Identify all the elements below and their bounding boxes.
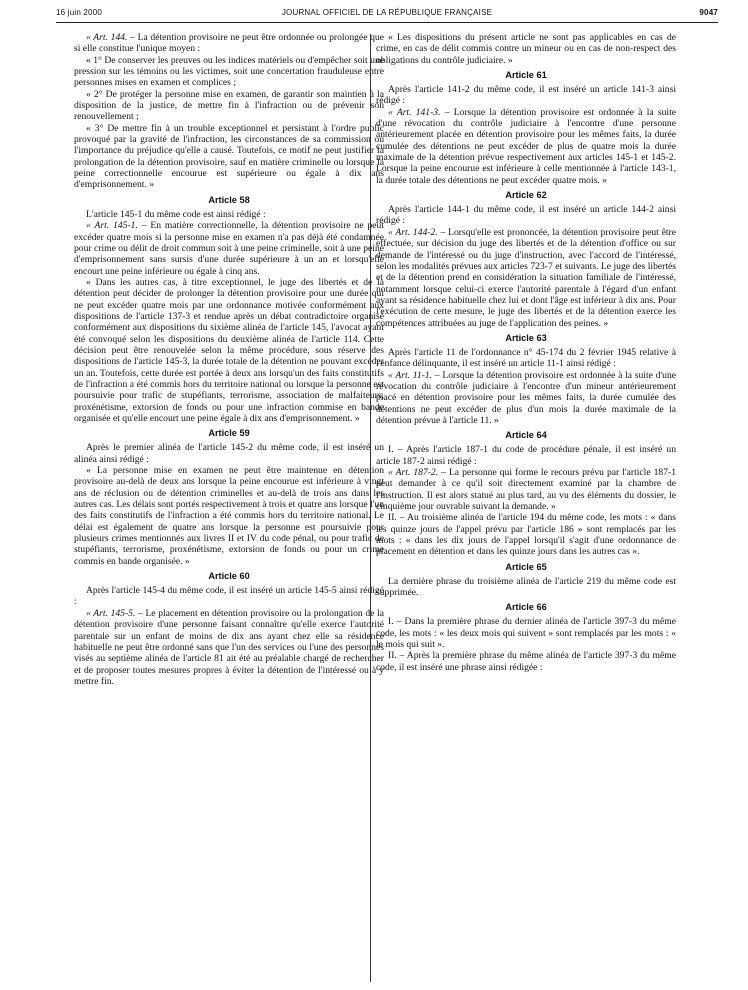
paragraph: « 1° De conserver les preuves ou les indices matériels ou d'empêcher soit une pression sur les témoins ou les victimes, soit une concertation frauduleuse entre personnes mises en examen et complices ;: [74, 54, 384, 89]
article-heading: Article 60: [208, 571, 250, 582]
header-page-number: 9047: [699, 8, 718, 17]
paragraph: I. – Dans la première phrase du dernier alinéa de l'article 397-3 du même code, les mots : « les deux mois qui suivent » sont remplacés par les mots : « le mois qui suit ».: [376, 616, 676, 651]
article-reference: « Art. 144-2.: [388, 226, 438, 238]
paragraph-text: – Lorsqu'elle est prononcée, la détention provisoire peut être effectuée, sur décision du juge des libertés et de la détention d'office ou sur demande de l'intéressé ou du juge d'instruction, avec l'accord de l'intéressé, selon les modalités prévues aux articles 723-7 et suivants. Le juge des libertés et de la détention prend en considération la situation familiale de l'intéressé, notamment lorsque celui-ci exerce l'autorité parentale à l'égard d'un enfant ayant sa résidence habituelle chez lui et dont l'âge est inférieur à dix ans. Pour l'exécution de cette mesure, le juge des libertés et de la détention exerce les compétences attribuées au juge de l'application des peines. »: [376, 226, 677, 329]
paragraph: [74, 220, 384, 277]
article-reference: « Art. 141-3.: [388, 106, 441, 118]
paragraph: « Les dispositions du présent article ne sont pas applicables en cas de crime, en cas de délit commis contre un mineur ou en cas de non-respect des obligations du contrôle judiciaire. »: [376, 32, 676, 66]
article-heading: Article 66: [505, 602, 547, 613]
paragraph: « Dans les autres cas, à titre exceptionnel, le juge des libertés et de la détention peut décider de prolonger la détention provisoire pour une durée qui ne peut excéder quatre mois par une ordonnance motivée conformément aux dispositions de l'article 137-3 et rendue après un débat contradictoire organisé conformément aux dispositions du sixième alinéa de l'article 145, l'avocat ayant été convoqué selon les dispositions du deuxième alinéa de l'article 114. Cette décision peut être renouvelée selon la même procédure, sous réserve des dispositions de l'article 145-3, la durée totale de la détention ne pouvant excéder un an. Toutefois, cette durée est portée à deux ans lorsqu'un des faits constitutifs de l'infraction a été commis hors du territoire national ou lorsque la personne est poursuivie pour trafic de stupéfiants, terrorisme, association de malfaiteurs, proxénétisme, extorsion de fonds ou pour une infraction commise en bande organisée et qu'elle encourt une peine égale à dix ans d'emprisonnement. »: [74, 276, 384, 424]
header-title: JOURNAL OFFICIEL DE LA RÉPUBLIQUE FRANÇAISE: [281, 8, 493, 17]
article-reference: « Art. 145-1.: [86, 220, 138, 232]
paragraph: Après l'article 144-1 du même code, il est inséré un article 144-2 ainsi rédigé :: [376, 204, 676, 227]
article-heading: Article 59: [208, 428, 250, 439]
paragraph: Après l'article 145-4 du même code, il est inséré un article 145-5 ainsi rédigé :: [74, 585, 384, 608]
paragraph: Après l'article 11 de l'ordonnance n° 45-174 du 2 février 1945 relative à l'enfance délinquante, il est inséré un article 11-1 ainsi rédigé :: [376, 346, 676, 370]
article-reference: « Art. 145-5.: [86, 607, 136, 619]
paragraph: « 3° De mettre fin à un trouble exceptionnel et persistant à l'ordre public provoqué par la gravité de l'infraction, les circonstances de sa commission ou l'importance du préjudice qu'elle a causé. Toutefois, ce motif ne peut justifier la prolongation de la détention provisoire, sauf en matière criminelle ou lorsque la peine correctionnelle encourue est supérieure ou égale à dix ans d'emprisonnement. »: [74, 122, 384, 191]
paragraph: [376, 370, 676, 427]
paragraph: [376, 227, 676, 329]
paragraph-text: – En matière correctionnelle, la détention provisoire ne peut excéder quatre mois si la personne mise en examen n'a pas déjà été condamnée pour crime ou délit de droit commun soit à une peine criminelle, soit à une peine d'emprisonnement sans sursis d'une durée supérieure à un an et lorsqu'elle encourt une peine inférieure ou égale à cinq ans.: [74, 220, 385, 277]
article-heading: Article 64: [505, 430, 547, 441]
paragraph: « 2° De protéger la personne mise en examen, de garantir son maintien à la disposition de la justice, de mettre fin à l'infraction ou de prévenir son renouvellement ;: [74, 88, 384, 123]
page-header: [56, 8, 718, 32]
paragraph: « La personne mise en examen ne peut être maintenue en détention provisoire au-delà de deux ans lorsque la peine encourue est inférieure à vingt ans de réclusion ou de détention criminelles et au-delà de trois ans dans les autres cas. Les délais sont portés respectivement à trois et quatre ans lorsque l'un des faits constitutifs de l'infraction a été commis hors du territoire national. Le délai est également de quatre ans lorsque la personne est poursuivie pour plusieurs crimes mentionnés aux livres II et IV du code pénal, ou pour trafic de stupéfiants, terrorisme, proxénétisme, extorsion de fonds ou pour un crime commis en bande organisée. »: [74, 465, 384, 567]
paragraph: [74, 608, 384, 687]
paragraph-text: – Lorsque la détention provisoire est ordonnée à la suite d'une révocation du contrôle judiciaire à l'encontre d'un mineur antérieurement placé en détention provisoire pour les mêmes faits, la durée cumulée des détentions ne peut excéder de plus d'un mois la durée maximale de la détention prévue à l'article 11. »: [376, 369, 676, 426]
header-rule: [56, 22, 718, 23]
paragraph: II. – Au troisième alinéa de l'article 194 du même code, les mots : « dans les quinze jours de l'appel prévu par l'article 186 » sont remplacés par les mots : « dans les dix jours de l'appel lorsqu'il s'agit d'une ordonnance de placement en détention et dans les quinze jours dans les autres cas ».: [376, 512, 676, 558]
paragraph: Après le premier alinéa de l'article 145-2 du même code, il est inséré un alinéa ainsi rédigé :: [74, 442, 384, 465]
article-reference: « Art. 187-2.: [388, 467, 439, 478]
paragraph: I. – Après l'article 187-1 du code de procédure pénale, il est inséré un article 187-2 ainsi rédigé :: [376, 444, 676, 467]
article-heading: Article 65: [505, 561, 547, 572]
paragraph: [376, 467, 676, 512]
article-heading: Article 61: [505, 70, 547, 81]
article-reference: « Art. 144.: [86, 32, 128, 43]
paragraph: [74, 32, 384, 55]
article-heading: Article 63: [505, 332, 547, 343]
right-column: [376, 32, 676, 673]
paragraph: [376, 107, 676, 186]
header-date: 16 juin 2000: [56, 8, 102, 17]
article-reference: « Art. 11-1.: [388, 369, 433, 381]
paragraph: Après l'article 141-2 du même code, il est inséré un article 141-3 ainsi rédigé :: [376, 84, 676, 107]
paragraph-text: – Lorsque la détention provisoire est ordonnée à la suite d'une révocation du contrôle judiciaire à l'encontre d'une personne antérieurement placée en détention provisoire pour les mêmes faits, la durée cumulée des détentions ne peut excéder de plus de quatre mois la durée maximale de la détention prévue respectivement aux articles 145-1 et 145-2. Lorsque la peine encourue est inférieure à celle mentionnée à l'article 143-1, la durée totale des détentions ne peut excéder quatre mois. »: [376, 106, 676, 186]
paragraph: L'article 145-1 du même code est ainsi rédigé :: [86, 208, 266, 220]
paragraph-text: – Le placement en détention provisoire ou la prolongation de la détention provisoire d'une personne faisant connaître qu'elle exerce l'autorité parentale sur un enfant de moins de dix ans ayant chez elle sa résidence habituelle ne peut être ordonné sans que l'un des services ou l'une des personnes visés au septième alinéa de l'article 81 ait été au préalable chargé de rechercher et de proposer toutes mesures propres à éviter la détention de l'intéressé ou à y mettre fin.: [74, 607, 384, 687]
article-heading: Article 58: [208, 194, 250, 205]
paragraph: La dernière phrase du troisième alinéa de l'article 219 du même code est supprimée.: [376, 575, 676, 599]
left-column: [74, 32, 384, 687]
paragraph-text: – La personne qui forme le recours prévu par l'article 187-1 peut demander à ce qu'il soit directement examiné par la chambre de l'instruction. Il est alors statué au plus tard, au vu des éléments du dossier, le cinquième jour ouvrable suivant la demande. »: [376, 467, 677, 513]
paragraph-text: – La détention provisoire ne peut être ordonnée ou prolongée que si elle constitue l'unique moyen :: [74, 32, 384, 55]
paragraph: II. – Après la première phrase du même alinéa de l'article 397-3 du même code, il est inséré une phrase ainsi rédigée :: [376, 650, 676, 673]
column-divider: [370, 34, 371, 982]
article-heading: Article 62: [505, 190, 547, 201]
